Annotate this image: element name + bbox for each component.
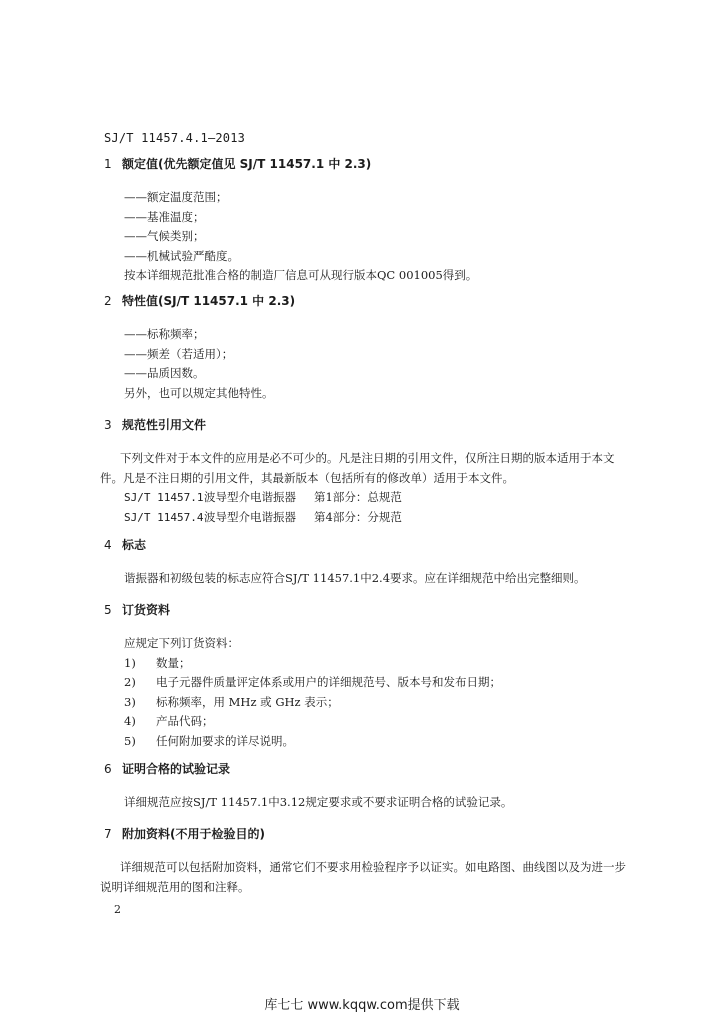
- section-number: 3: [104, 418, 112, 432]
- reference-item: [104, 508, 634, 528]
- section-7: [100, 824, 634, 897]
- section-1: [104, 154, 634, 286]
- document-id: SJ/T 11457.4.1—2013: [104, 131, 246, 145]
- body-line: 另外，也可以规定其他特性。: [124, 385, 274, 400]
- section-number: 2: [104, 294, 112, 308]
- dash-item: ——频差（若适用）；: [124, 346, 234, 361]
- reference-item: [104, 488, 634, 508]
- reference-title: 波导型介电谐振器: [204, 490, 296, 504]
- section-2-heading: [104, 291, 634, 311]
- list-text: 产品代码；: [156, 714, 214, 728]
- list-text: 数量；: [156, 655, 191, 670]
- section-number: 4: [104, 538, 112, 552]
- section-title: 订货资料: [122, 603, 171, 617]
- list-number: 2): [124, 675, 136, 689]
- section-3-heading: [104, 415, 634, 435]
- section-6: [104, 759, 634, 813]
- section-number: 6: [104, 762, 112, 776]
- list-item: [104, 693, 634, 713]
- section-title: 额定值(优先额定值见 SJ/T 11457.1 中 2.3): [122, 157, 372, 171]
- dash-item: ——机械试验严酷度。: [124, 248, 239, 263]
- section-5: [104, 600, 634, 751]
- list-number: 1): [124, 655, 136, 670]
- reference-title: 波导型介电谐振器: [204, 509, 296, 524]
- section-2: [104, 291, 634, 403]
- list-number: 5): [124, 733, 136, 748]
- reference-code: SJ/T 11457.1: [124, 491, 204, 504]
- dash-item: ——额定温度范围；: [124, 190, 228, 204]
- dash-item: ——气候类别；: [124, 229, 205, 243]
- dash-item: ——标称频率；: [124, 327, 205, 341]
- section-title: 规范性引用文件: [122, 418, 207, 432]
- body-line: 按本详细规范批准合格的制造厂信息可从现行版本QC 001005得到。: [124, 268, 478, 282]
- section-number: 7: [104, 827, 112, 841]
- page-number: 2: [114, 903, 121, 916]
- section-1-heading: [104, 154, 634, 174]
- list-text: 任何附加要求的详尽说明。: [156, 733, 294, 748]
- list-item: [104, 712, 634, 732]
- list-text: 电子元器件质量评定体系或用户的详细规范号、版本号和发布日期；: [156, 675, 501, 689]
- section-5-heading: [104, 600, 634, 620]
- section-4: [104, 535, 634, 589]
- reference-code: SJ/T 11457.4: [124, 510, 204, 524]
- list-number: 4): [124, 714, 136, 728]
- list-item: [104, 732, 634, 752]
- dash-item: ——品质因数。: [124, 366, 205, 380]
- list-item: [104, 673, 634, 693]
- body-paragraph: 详细规范可以包括附加资料，通常它们不要求用检验程序予以证实。如电路图、曲线图以及为进一步说明详细规范用的图和注释。: [100, 860, 626, 894]
- reference-part: 第1部分：总规范: [314, 490, 402, 504]
- list-text: 标称频率，用 MHz 或 GHz 表示；: [156, 694, 339, 709]
- body-line: 应规定下列订货资料：: [124, 636, 239, 650]
- section-number: 5: [104, 603, 112, 617]
- section-4-heading: [104, 535, 634, 555]
- body-line: 详细规范应按SJ/T 11457.1中3.12规定要求或不要求证明合格的试验记录。: [124, 795, 513, 809]
- section-3: [100, 415, 634, 527]
- download-footer: 库七七 www.kqqw.com提供下载: [264, 998, 460, 1013]
- body-line: 谐振器和初级包装的标志应符合SJ/T 11457.1中2.4要求。应在详细规范中给出完整细则。: [124, 571, 586, 585]
- reference-part: 第4部分：分规范: [314, 509, 402, 524]
- section-7-heading: [104, 824, 634, 844]
- list-item: [104, 654, 634, 674]
- section-title: 标志: [122, 538, 147, 552]
- list-number: 3): [124, 694, 136, 709]
- section-number: 1: [104, 157, 112, 171]
- dash-item: ——基准温度；: [124, 209, 205, 224]
- section-6-heading: [104, 759, 634, 779]
- body-paragraph: 下列文件对于本文件的应用是必不可少的。凡是注日期的引用文件，仅所注日期的版本适用于本文件。凡是不注日期的引用文件，其最新版本（包括所有的修改单）适用于本文件。: [100, 451, 615, 485]
- section-title: 证明合格的试验记录: [122, 762, 231, 776]
- section-title: 特性值(SJ/T 11457.1 中 2.3): [122, 294, 296, 308]
- section-title: 附加资料(不用于检验目的): [122, 827, 265, 841]
